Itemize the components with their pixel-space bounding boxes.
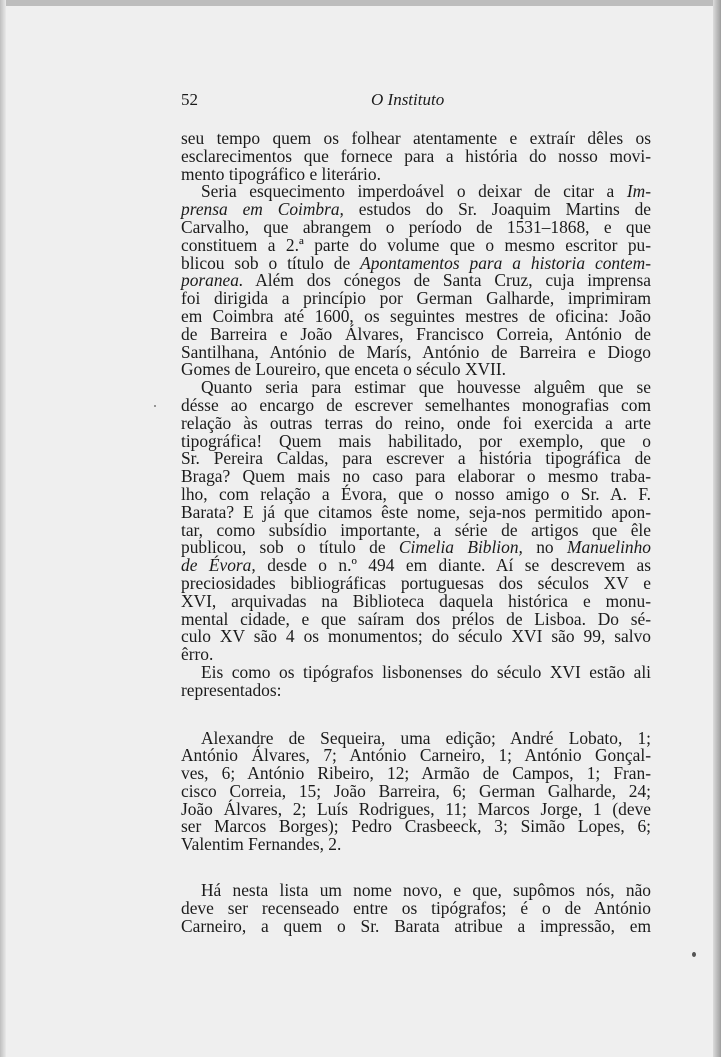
- text-line: de Évora, desde o n.º 494 em diante. Aí se descrevem as: [181, 555, 651, 576]
- paragraph-gap: [181, 700, 651, 730]
- text-line: esclarecimentos que fornece para a história do nosso movi-: [181, 145, 651, 166]
- text-line: blicou sob o título de Apontamentos para a historia contem-: [181, 252, 651, 273]
- text-line: seu tempo quem os folhear atentamente e extraír dêles os: [181, 128, 651, 148]
- text-line: Quanto seria para estimar que houvesse alguêm que se: [201, 377, 651, 398]
- text-line: cisco Correia, 15; João Barreira, 6; German Galharde, 24;: [181, 780, 651, 801]
- text-line: Eis como os tipógrafos lisbonenses do século XVI estão ali: [201, 661, 651, 682]
- text-line: désse ao encargo de escrever semelhantes monografias com: [181, 394, 651, 415]
- text-line: Carvalho, que abrangem o período de 1531–1868, e que: [181, 216, 651, 237]
- text-line: mento tipográfico e literário.: [181, 163, 381, 184]
- text-line: tar, como subsídio importante, a série de artigos que êle: [181, 519, 651, 540]
- text-line: deve ser recenseado entre os tipógrafos; é o de António: [181, 897, 651, 918]
- text-line: Valentim Fernandes, 2.: [181, 834, 342, 855]
- text-line: relação às outras terras do reino, onde foi exercida a arte: [181, 412, 651, 433]
- text-line: preciosidades bibliográficas portuguesas dos séculos XV e: [181, 572, 651, 593]
- text-line: êrro.: [181, 644, 214, 665]
- running-title: O Instituto: [371, 90, 445, 109]
- text-line: publicou, sob o título de Cimelia Biblion, no Manuelinho: [181, 537, 651, 558]
- text-line: em Coimbra até 1600, os seguintes mestres de oficina: João: [181, 305, 651, 326]
- text-line: prensa em Coimbra, estudos do Sr. Joaquim Martins de: [181, 199, 651, 220]
- text-line: poranea. Além dos cónegos de Santa Cruz, cuja imprensa: [181, 270, 651, 291]
- text-line: Braga? Quem mais no caso para elaborar o mesmo traba-: [181, 466, 651, 487]
- text-line: Alexandre de Sequeira, uma edição; André Lobato, 1;: [201, 727, 651, 748]
- text-line: Gomes de Loureiro, que enceta o século XVII.: [181, 359, 506, 380]
- text-line: António Álvares, 7; António Carneiro, 1; António Gonçal-: [181, 745, 651, 766]
- text-line: culo XV são 4 os monumentos; do século XVI são 99, salvo: [181, 626, 651, 647]
- page-right-edge: [713, 0, 721, 1057]
- text-line: ser Marcos Borges); Pedro Crasbeeck, 3; Simão Lopes, 6;: [181, 816, 651, 837]
- page-header: [181, 90, 651, 112]
- text-line: Barata? E já que citamos êste nome, seja-nos permitido apon-: [181, 501, 651, 522]
- text-line: Sr. Pereira Caldas, para escrever a história tipográfica de: [181, 448, 651, 469]
- text-line: lho, com relação a Évora, que o nosso amigo o Sr. A. F.: [181, 483, 651, 504]
- text-line: constituem a 2.ª parte do volume que o mesmo escritor pu-: [181, 234, 651, 255]
- print-speck: [692, 952, 696, 957]
- text-line: Seria esquecimento imperdoável o deixar de citar a Im-: [201, 181, 651, 202]
- text-line: João Álvares, 2; Luís Rodrigues, 11; Marcos Jorge, 1 (deve: [181, 798, 651, 819]
- page-number: 52: [181, 90, 198, 109]
- text-line: XVI, arquivadas na Biblioteca daquela histórica e monu-: [181, 590, 651, 611]
- page-top-edge: [0, 0, 721, 6]
- text-line: Carneiro, a quem o Sr. Barata atribue a impressão, em: [181, 915, 651, 936]
- text-line: foi dirigida a princípio por German Galharde, imprimiram: [181, 288, 651, 309]
- print-speck: [154, 405, 156, 407]
- text-line: de Barreira e João Álvares, Francisco Correia, António de: [181, 323, 651, 344]
- text-line: mental cidade, e que saíram dos prélos de Lisboa. Do sé-: [181, 608, 651, 629]
- page-gutter-shadow: [0, 0, 6, 1057]
- text-line: ves, 6; António Ribeiro, 12; Armão de Campos, 1; Fran-: [181, 763, 651, 784]
- text-line: representados:: [181, 679, 282, 700]
- body-text: [181, 130, 651, 935]
- paragraph-gap: [181, 854, 651, 882]
- text-line: Santilhana, António de Marís, António de Barreira e Diogo: [181, 341, 651, 362]
- text-line: tipográfica! Quem mais habilitado, por exemplo, que o: [181, 430, 651, 451]
- text-line: Há nesta lista um nome novo, e que, supômos nós, não: [201, 880, 651, 901]
